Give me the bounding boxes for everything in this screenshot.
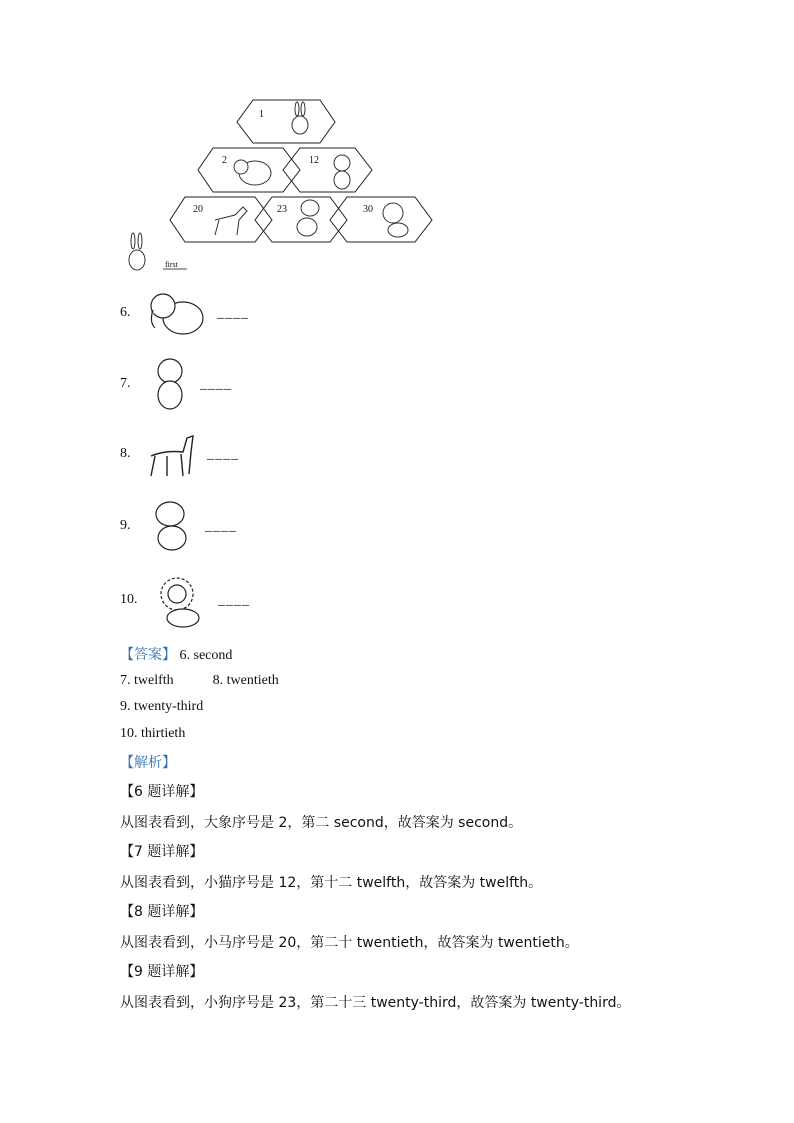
rabbit-icon	[292, 102, 308, 134]
rabbit-first-label: first	[165, 260, 178, 269]
answer-label: 【答案】	[120, 647, 176, 663]
dog-icon	[148, 498, 196, 554]
answer-blank-7[interactable]: ____	[200, 377, 232, 392]
question-number: 6.	[120, 305, 131, 320]
hex-number-20: 20	[193, 204, 203, 215]
hex-number-1: 1	[259, 109, 264, 120]
question-number: 9.	[120, 518, 131, 533]
question-number: 10.	[120, 592, 138, 607]
question-8	[120, 446, 131, 462]
hexagon-1	[237, 100, 335, 143]
question-9	[120, 518, 131, 534]
question-7	[120, 376, 131, 392]
detail-title-9: 【9 题详解】	[120, 964, 204, 980]
answer-6: 6. second	[179, 648, 233, 663]
horse-icon-small	[215, 207, 247, 235]
answer-blank-10[interactable]: ____	[218, 593, 250, 608]
analysis-label: 【解析】	[120, 755, 176, 771]
cat-icon-small	[334, 155, 350, 189]
hex-number-23: 23	[277, 204, 287, 215]
question-number: 7.	[120, 376, 131, 391]
answer-section	[120, 644, 232, 664]
elephant-icon-small	[234, 160, 271, 185]
detail-title-7: 【7 题详解】	[120, 844, 204, 860]
detail-text-6: 从图表看到，大象序号是 2，第二 second，故答案为 second。	[120, 815, 523, 831]
dog-icon-small	[297, 200, 319, 236]
rabbit-first-icon	[129, 233, 145, 270]
detail-text-7: 从图表看到，小猫序号是 12，第十二 twelfth，故答案为 twelfth。	[120, 875, 543, 891]
horse-icon	[145, 428, 200, 480]
cat-icon	[148, 357, 196, 412]
question-6	[120, 305, 131, 321]
answer-blank-8[interactable]: ____	[207, 447, 239, 462]
hex-number-12: 12	[309, 155, 319, 166]
answer-8: 8. twentieth	[212, 673, 279, 688]
answer-blank-6[interactable]: ____	[217, 306, 249, 321]
animal-order-pyramid	[115, 95, 445, 280]
answer-7: 7. twelfth	[120, 673, 174, 688]
hexagon-30	[330, 197, 432, 242]
answer-line-7-8	[120, 673, 279, 689]
lion-icon	[155, 574, 205, 630]
detail-text-8: 从图表看到，小马序号是 20，第二十 twentieth，故答案为 twentieth。	[120, 935, 579, 951]
hex-number-2: 2	[222, 155, 227, 166]
hex-number-30: 30	[363, 204, 373, 215]
answer-10: 10. thirtieth	[120, 726, 186, 741]
answer-blank-9[interactable]: ____	[205, 519, 237, 534]
detail-text-9: 从图表看到，小狗序号是 23，第二十三 twenty-third，故答案为 twenty-third。	[120, 995, 631, 1011]
question-number: 8.	[120, 446, 131, 461]
answer-9: 9. twenty-third	[120, 699, 204, 714]
lion-icon-small	[383, 203, 408, 237]
question-10	[120, 592, 138, 608]
detail-title-6: 【6 题详解】	[120, 784, 204, 800]
elephant-icon	[145, 288, 205, 340]
detail-title-8: 【8 题详解】	[120, 904, 204, 920]
